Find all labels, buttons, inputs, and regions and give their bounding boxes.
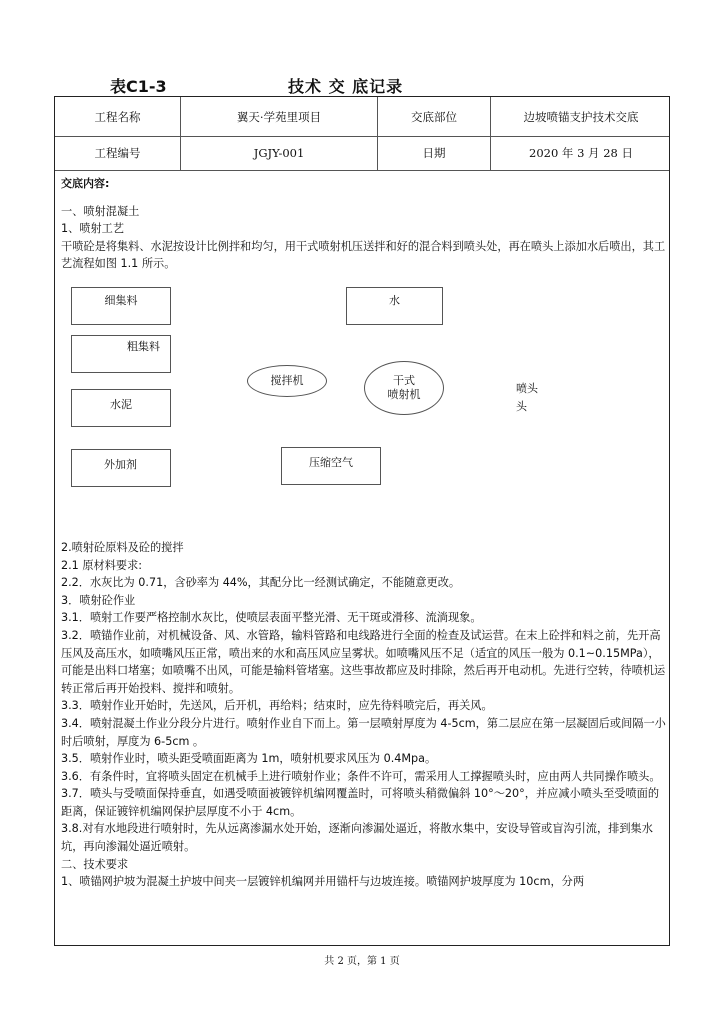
paragraph: 2.喷射砼原料及砼的搅拌 [61, 540, 184, 554]
paragraph: 3.2．喷锚作业前，对机械设备、风、水管路，输料管路和电线路进行全面的检查及试运营。在末上砼拌和料之前，先开高压风及高压水，如喷嘴风压正常，喷出来的水和高压风应呈雾状。如喷嘴风压不足（适宜的风压一般为 0.1~0.15MPa），可能是出料口堵塞；如喷嘴不出风，可能是输料管堵塞。这些事故都应及时排除，然后再开电动机。先进行空转，待喷机运转正常后再开始投料、搅拌和喷射。 [61, 628, 666, 695]
record-frame [54, 96, 670, 946]
project-no-value: JGJY-001 [180, 136, 377, 170]
diagram-box-water: 水 [346, 287, 443, 325]
info-row-2 [55, 136, 669, 171]
diagram-box-admixture: 外加剂 [71, 449, 171, 487]
section-heading: 一、喷射混凝土 [61, 204, 140, 218]
form-code: 表C1-3 [110, 77, 167, 96]
subsection-heading: 1、喷射工艺 [61, 222, 125, 236]
paragraph: 3.8.对有水地段进行喷射时，先从远离渗漏水处开始，逐渐向渗漏处逼近，将散水集中，安设导管或盲沟引流，排到集水坑，再向渗漏处逼近喷射。 [61, 822, 653, 854]
disclosure-content [61, 175, 667, 891]
paragraph: 3.5．喷射作业时，喷头距受喷面距离为 1m，喷射机要求风压为 0.4Mpa。 [61, 752, 437, 766]
paragraph: 2.1 原材料要求: [61, 558, 143, 572]
project-no-label: 工程编号 [94, 146, 141, 160]
diagram-box-coarse-aggregate: 粗集料 [71, 335, 171, 373]
location-value: 边坡喷锚支护技术交底 [490, 97, 670, 136]
paragraph: 1、喷锚网护坡为混凝土护坡中间夹一层镀锌机编网并用锚杆与边坡连接。喷锚网护坡厚度为 10cm，分两 [61, 875, 585, 889]
diagram-nozzle: 喷头 头 [516, 382, 538, 413]
info-row-1 [55, 97, 669, 137]
paragraph: 二、技术要求 [61, 857, 129, 871]
diagram-box-compressed-air: 压缩空气 [281, 447, 381, 485]
location-label: 交底部位 [377, 97, 490, 136]
paragraph: 2.2．水灰比为 0.71，含砂率为 44%，其配分比一经测试确定，不能随意更改。 [61, 576, 461, 590]
paragraph: 3.4．喷射混凝土作业分段分片进行。喷射作业自下而上。第一层喷射厚度为 4-5cm，第二层应在第一层凝固后或间隔一小时后喷射，厚度为 6-5cm 。 [61, 716, 666, 748]
content-label: 交底内容: [61, 177, 110, 190]
date-value: 2020 年 3 月 28 日 [490, 136, 670, 170]
diagram-mixer: 搅拌机 [247, 365, 327, 397]
page-footer: 共 2 页，第 1 页 [324, 956, 400, 967]
date-label: 日期 [377, 136, 490, 170]
diagram-box-cement: 水泥 [71, 389, 171, 427]
process-flow-diagram [61, 277, 667, 539]
paragraph: 3.6．有条件时，宜将喷头固定在机械手上进行喷射作业；条件不许可，需采用人工撑握喷头时，应由两人共同操作喷头。 [61, 769, 661, 783]
diagram-box-fine-aggregate: 细集料 [71, 287, 171, 325]
paragraph: 3.3．喷射作业开始时，先送风，后开机，再给料；结束时，应先待料喷完后，再关风。 [61, 699, 493, 713]
project-name-value: 翼天·学苑里项目 [180, 97, 377, 136]
project-name-label: 工程名称 [94, 109, 141, 124]
paragraph: 3．喷射砼作业 [61, 593, 136, 607]
paragraph: 干喷砼是将集料、水泥按设计比例拌和均匀，用干式喷射机压送拌和好的混合料到喷头处，再在喷头上添加水后喷出，其工艺流程如图 1.1 所示。 [61, 239, 666, 271]
document-title: 技术 交 底记录 [288, 77, 404, 96]
paragraph: 3.1．喷射工作要严格控制水灰比，使喷层表面平整光滑、无干斑或滑移、流淌现象。 [61, 611, 482, 625]
paragraph: 3.7．喷头与受喷面保持垂直，如遇受喷面被镀锌机编网覆盖时，可将喷头稍微偏斜 10°～20°，并应减小喷头至受喷面的距离，保证镀锌机编网保护层厚度不小于 4cm。 [61, 787, 660, 818]
diagram-dry-sprayer: 干式 喷射机 [364, 361, 444, 415]
